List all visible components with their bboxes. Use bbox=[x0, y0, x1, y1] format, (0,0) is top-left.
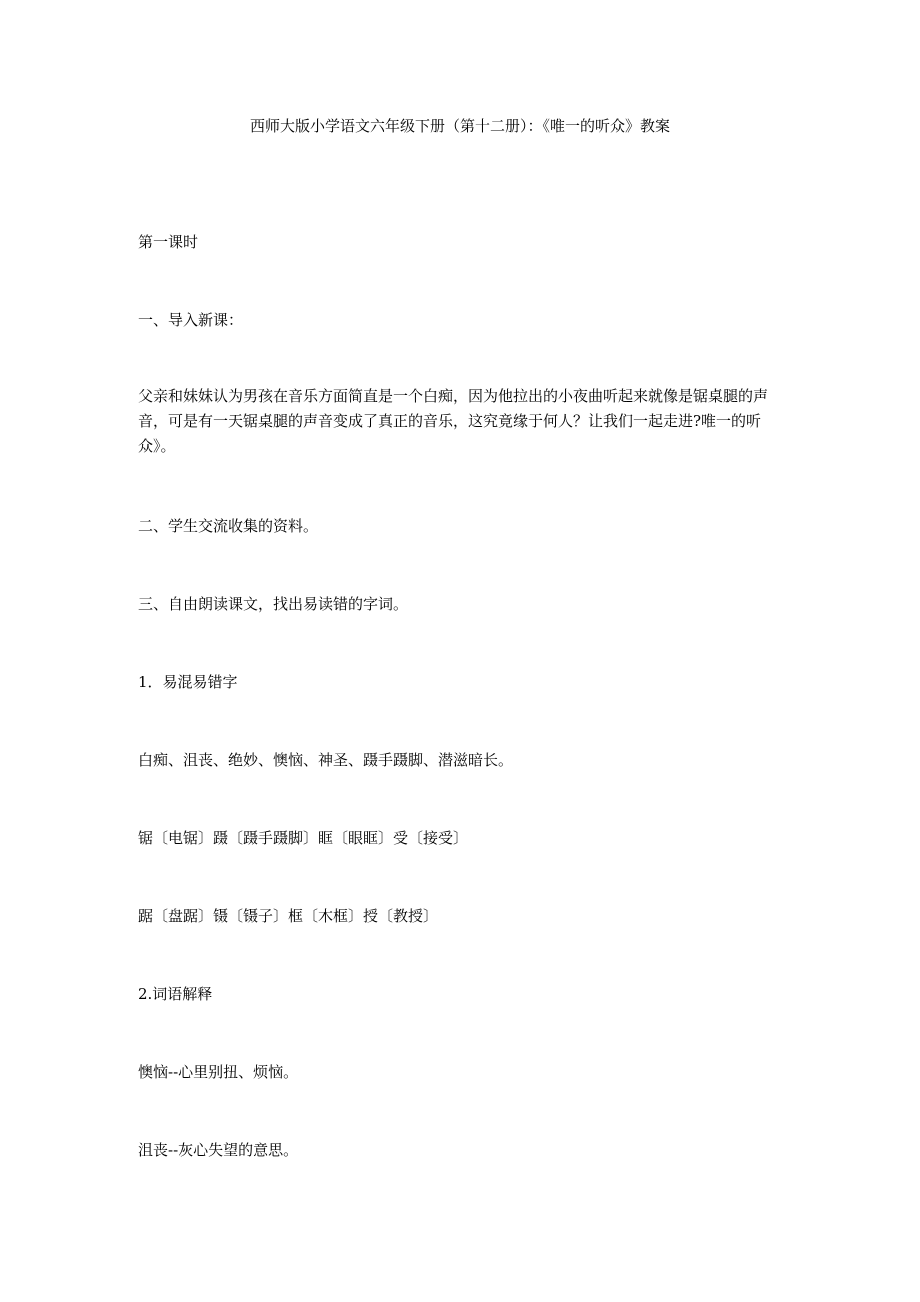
definition-item: 沮丧--灰心失望的意思。 bbox=[138, 1141, 299, 1159]
character-pairs-line-1: 锯〔电锯〕蹑〔蹑手蹑脚〕眶〔眼眶〕受〔接受〕 bbox=[138, 829, 469, 847]
intro-paragraph: 父亲和妹妹认为男孩在音乐方面简直是一个白痴，因为他拉出的小夜曲听起来就像是锯桌腿的声音，可是有一天锯桌腿的声音变成了真正的音乐，这究竟缘于何人？让我们一起走进?唯一的听众》。 bbox=[138, 387, 769, 455]
subsection-heading-confusable: 1．易混易错字 bbox=[138, 673, 238, 691]
character-pairs-line-2: 踞〔盘踞〕镊〔镊子〕框〔木框〕授〔教授〕 bbox=[138, 907, 439, 925]
lesson-label: 第一课时 bbox=[138, 233, 199, 251]
document-title: 西师大版小学语文六年级下册（第十二册）：《唯一的听众》教案 bbox=[249, 117, 670, 135]
section-heading-intro: 一、导入新课： bbox=[138, 311, 244, 329]
section-heading-reading: 三、自由朗读课文，找出易读错的字词。 bbox=[138, 595, 409, 613]
section-heading-materials: 二、学生交流收集的资料。 bbox=[138, 517, 319, 535]
confusable-word-list: 白痴、沮丧、绝妙、懊恼、神圣、蹑手蹑脚、潜滋暗长。 bbox=[138, 751, 514, 769]
subsection-heading-definitions: 2.词语解释 bbox=[138, 985, 213, 1003]
definition-item: 懊恼--心里别扭、烦恼。 bbox=[138, 1063, 299, 1081]
